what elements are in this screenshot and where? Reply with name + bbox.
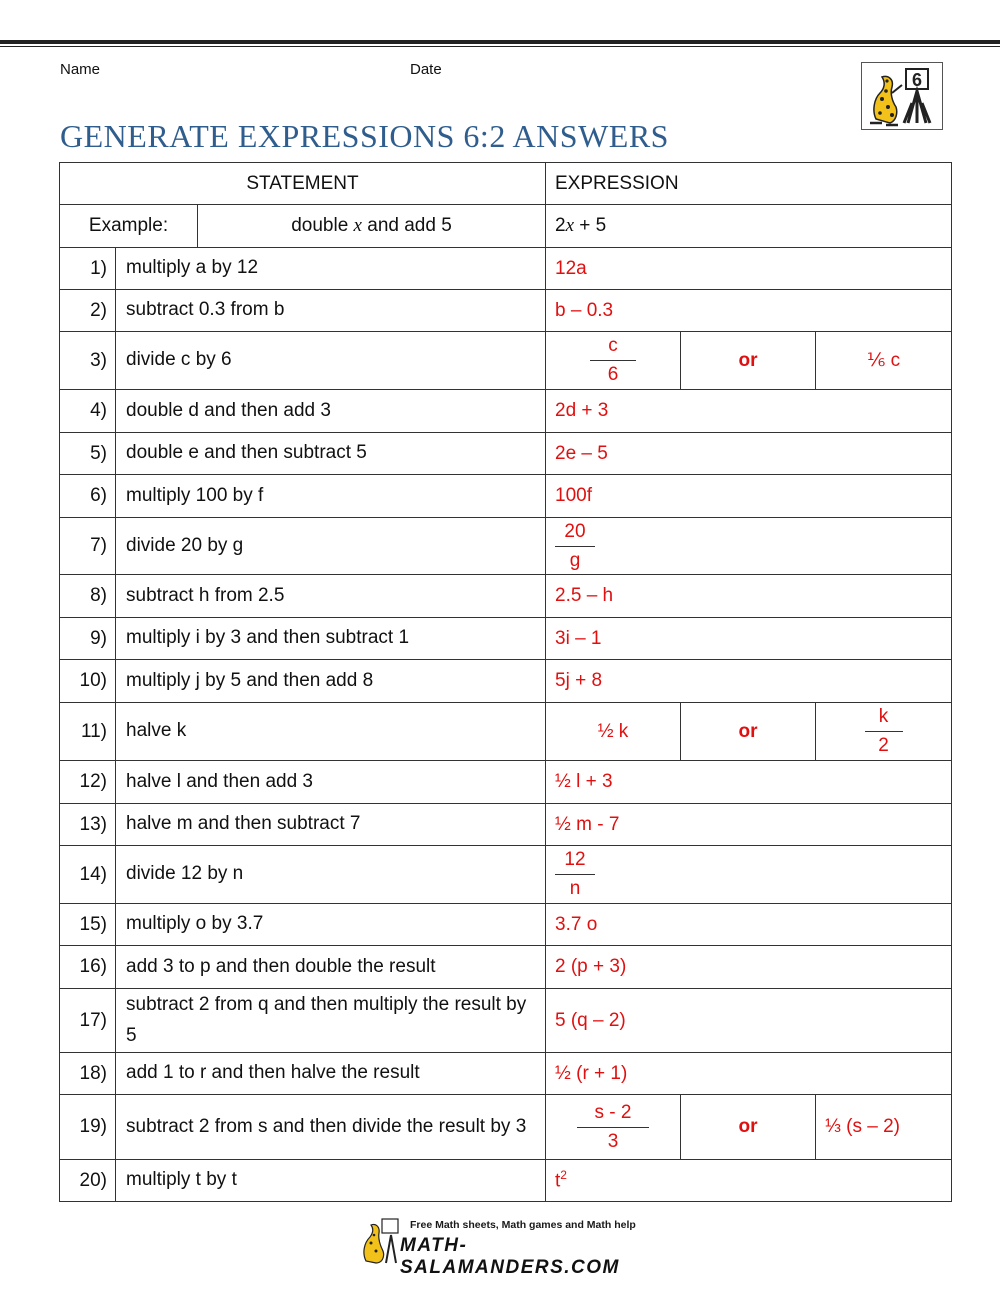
table-row	[60, 761, 952, 804]
row-number: 12)	[60, 761, 116, 804]
row-number: 14)	[60, 846, 116, 904]
page-title: GENERATE EXPRESSIONS 6:2 ANSWERS	[60, 118, 669, 154]
table-row	[60, 989, 952, 1053]
expression-column-header: EXPRESSION	[546, 163, 952, 205]
top-rule-thin	[0, 46, 1000, 47]
row-expression: b – 0.3	[546, 290, 952, 332]
table-header-row	[60, 163, 952, 205]
row-expression: 2d + 3	[546, 390, 952, 433]
row-number: 16)	[60, 946, 116, 989]
row-statement: double d and then add 3	[116, 390, 546, 433]
row-number: 7)	[60, 518, 116, 575]
row-number: 6)	[60, 475, 116, 518]
row-expression: 5 (q – 2)	[546, 989, 952, 1053]
row-expression: 2e – 5	[546, 433, 952, 475]
row-number: 10)	[60, 660, 116, 703]
row-expression: ½ m - 7	[546, 804, 952, 846]
row-number: 18)	[60, 1053, 116, 1095]
row-expression: 2 (p + 3)	[546, 946, 952, 989]
row-expression: ½ k	[546, 703, 681, 761]
row-statement: subtract 0.3 from b	[116, 290, 546, 332]
row-statement: subtract 2 from s and then divide the result by 3	[116, 1095, 546, 1160]
row-statement: multiply o by 3.7	[116, 904, 546, 946]
row-statement: halve k	[116, 703, 546, 761]
row-expression-fraction	[546, 332, 681, 390]
row-number: 20)	[60, 1160, 116, 1202]
row-statement: double e and then subtract 5	[116, 433, 546, 475]
row-statement: subtract 2 from q and then multiply the result by 5	[116, 989, 546, 1053]
table-row	[60, 248, 952, 290]
example-statement: double x and add 5	[198, 205, 546, 248]
table-row	[60, 332, 952, 390]
expressions-table	[59, 162, 952, 1202]
row-statement: divide 12 by n	[116, 846, 546, 904]
top-rule	[0, 40, 1000, 44]
or-label: or	[681, 703, 816, 761]
row-number: 2)	[60, 290, 116, 332]
fraction-numerator: 20	[564, 520, 586, 542]
row-statement: multiply i by 3 and then subtract 1	[116, 618, 546, 660]
table-row	[60, 518, 952, 575]
table-row	[60, 618, 952, 660]
footer-logo	[358, 1215, 648, 1278]
salamander-logo-icon	[862, 63, 942, 129]
name-label: Name	[60, 61, 101, 78]
fraction-denominator: g	[569, 549, 581, 571]
row-number: 8)	[60, 575, 116, 618]
row-expression: ½ l + 3	[546, 761, 952, 804]
table-row	[60, 290, 952, 332]
row-expression: 2.5 – h	[546, 575, 952, 618]
row-number: 1)	[60, 248, 116, 290]
statement-column-header: STATEMENT	[60, 163, 546, 205]
row-number: 19)	[60, 1095, 116, 1160]
row-expression: 3.7 o	[546, 904, 952, 946]
fraction-denominator: 2	[878, 735, 889, 756]
table-row	[60, 1160, 952, 1202]
row-number: 5)	[60, 433, 116, 475]
row-statement: multiply t by t	[116, 1160, 546, 1202]
row-expression-fraction	[546, 846, 952, 904]
fraction-numerator: c	[608, 335, 618, 356]
table-row	[60, 804, 952, 846]
table-row	[60, 575, 952, 618]
salamander-footer-icon	[358, 1217, 402, 1265]
row-statement: multiply j by 5 and then add 8	[116, 660, 546, 703]
date-label: Date	[410, 61, 442, 78]
table-row	[60, 390, 952, 433]
row-number: 17)	[60, 989, 116, 1053]
table-row	[60, 1095, 952, 1160]
fraction-numerator: k	[878, 706, 889, 727]
fraction-denominator: 6	[607, 364, 619, 385]
row-statement: multiply a by 12	[116, 248, 546, 290]
fraction-numerator: 12	[564, 849, 586, 870]
row-expression-fraction	[546, 518, 952, 575]
table-row	[60, 1053, 952, 1095]
row-expression-alt: ⅓ (s – 2)	[816, 1095, 952, 1160]
row-number: 11)	[60, 703, 116, 761]
table-row	[60, 475, 952, 518]
grade-number: 6	[911, 70, 923, 90]
row-statement: divide c by 6	[116, 332, 546, 390]
or-label: or	[681, 1095, 816, 1160]
row-number: 13)	[60, 804, 116, 846]
row-expression: 5j + 8	[546, 660, 952, 703]
row-number: 15)	[60, 904, 116, 946]
row-statement: multiply 100 by f	[116, 475, 546, 518]
row-expression-fraction	[546, 1095, 681, 1160]
example-expression: 2x + 5	[546, 205, 952, 248]
example-label: Example:	[60, 205, 198, 248]
row-expression: 12a	[546, 248, 952, 290]
row-number: 3)	[60, 332, 116, 390]
row-statement: add 1 to r and then halve the result	[116, 1053, 546, 1095]
row-expression: 3i – 1	[546, 618, 952, 660]
row-statement: halve m and then subtract 7	[116, 804, 546, 846]
footer-tagline: Free Math sheets, Math games and Math help	[410, 1219, 636, 1231]
table-row	[60, 946, 952, 989]
row-statement: halve l and then add 3	[116, 761, 546, 804]
fraction-denominator: n	[569, 878, 581, 899]
row-statement: add 3 to p and then double the result	[116, 946, 546, 989]
table-row	[60, 846, 952, 904]
row-statement: subtract h from 2.5	[116, 575, 546, 618]
table-row	[60, 433, 952, 475]
example-row	[60, 205, 952, 248]
row-statement: divide 20 by g	[116, 518, 546, 575]
fraction-denominator: 3	[607, 1130, 619, 1152]
footer-site-name: MATH-SALAMANDERS.COM	[400, 1235, 620, 1278]
table-row	[60, 703, 952, 761]
fraction-numerator: s - 2	[594, 1101, 632, 1123]
table-row	[60, 904, 952, 946]
or-label: or	[681, 332, 816, 390]
grade-logo	[861, 62, 943, 130]
row-expression: ½ (r + 1)	[546, 1053, 952, 1095]
row-expression: $t^2$	[546, 1160, 952, 1202]
row-expression-fraction	[816, 703, 952, 761]
row-expression-alt: ⅙ c	[816, 332, 952, 390]
row-number: 9)	[60, 618, 116, 660]
table-row	[60, 660, 952, 703]
row-number: 4)	[60, 390, 116, 433]
row-expression: 100f	[546, 475, 952, 518]
